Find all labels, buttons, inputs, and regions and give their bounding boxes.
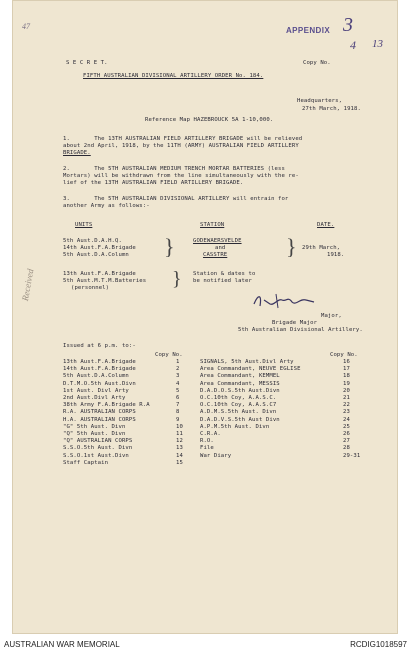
col-date: DATE. — [317, 222, 335, 228]
headquarters-label: Headquarters, — [297, 98, 343, 104]
distribution-copy-number: 4 — [176, 380, 180, 387]
distribution-copy-number: 22 — [343, 402, 350, 409]
handwritten-signature — [250, 290, 320, 312]
date-2: 1918. — [327, 252, 345, 258]
reference-map: Reference Map HAZEBROUCK 5A 1-10,000. — [145, 117, 274, 123]
secret-label: S E C R E T. — [66, 60, 108, 66]
distribution-unit: O.C.10th Coy, A.A.S.C7 — [200, 402, 277, 409]
copy-no-right: Copy No. — [330, 352, 358, 358]
date-1: 29th March, — [302, 245, 341, 251]
distribution-unit: "Q" 5th Aust. Divn — [63, 431, 126, 437]
appendix-stamp: APPENDIX — [286, 26, 331, 35]
para-3-line-1: 3. The 5TH AUSTRALIAN DIVISIONAL ARTILLERY will entrain for — [63, 196, 289, 202]
para-2-line-2: Mortars) will be withdrawn from the line simultaneously with the re- — [63, 173, 299, 179]
station-brace: } — [286, 234, 297, 259]
distribution-unit: R.A. AUSTRALIAN CORPS — [63, 409, 136, 416]
distribution-copy-number: 24 — [343, 416, 350, 423]
distribution-unit: 5th Aust.D.A.Column — [63, 373, 129, 380]
distribution-copy-number: 16 — [343, 359, 350, 365]
distribution-copy-number: 28 — [343, 445, 350, 452]
col-station: STATION — [200, 222, 225, 228]
distribution-unit: War Diary — [200, 452, 232, 459]
signature-role-1: Brigade Major — [272, 320, 318, 326]
distribution-unit: Area Commandant, KEMMEL — [200, 373, 280, 380]
unit-brace: } — [164, 234, 175, 259]
distribution-unit: C.R.A. — [200, 431, 221, 437]
distribution-unit: D.T.M.O.5th Aust.Divn — [63, 380, 136, 387]
distribution-unit: A.P.M.5th Aust. Divn — [200, 423, 270, 430]
copy-no-left: Copy No. — [155, 352, 183, 358]
para-2-line-3: lief of the 13TH AUSTRALIAN FIELD ARTILLERY BRIGADE. — [63, 180, 244, 186]
unit-row-b: 5th Aust.M.T.M.Batteries — [63, 278, 147, 284]
distribution-unit: O.C.10th Coy, A.A.S.C. — [200, 395, 277, 401]
unit-row: 5th Aust.D.A.Column — [63, 252, 129, 258]
distribution-copy-number: 14 — [176, 452, 183, 459]
distribution-unit: S.S.O.5th Aust. Divn — [63, 445, 133, 452]
distribution-unit: D.A.D.V.S.5th Aust Divn — [200, 416, 280, 423]
col-units: UNITS — [75, 222, 93, 228]
station-2: and — [215, 245, 226, 251]
corner-mark: 47 — [22, 22, 30, 31]
distribution-copy-number: 23 — [343, 409, 350, 416]
unit-row-b: (personnel) — [71, 285, 110, 291]
issued-line: Issued at 6 p.m. to:- — [63, 343, 136, 349]
distribution-unit: 2nd Aust.Divl Arty — [63, 395, 126, 401]
note-2: be notified later — [193, 278, 252, 284]
unit-row: 14th Aust.F.A.Brigade — [63, 245, 136, 251]
distribution-copy-number: 18 — [343, 373, 350, 380]
distribution-copy-number: 25 — [343, 423, 350, 430]
archive-footer — [0, 636, 411, 653]
distribution-unit: A.D.M.S.5th Aust. Divn — [200, 409, 277, 416]
distribution-copy-number: 6 — [176, 395, 180, 401]
station-1: GODEWAERSVELDE — [193, 238, 242, 244]
distribution-unit: H.A. AUSTRALIAN CORPS — [63, 416, 136, 423]
footer-source: AUSTRALIAN WAR MEMORIAL — [4, 640, 120, 649]
unit-brace-b: } — [172, 268, 182, 290]
footer-id: RCDIG1018597 — [350, 640, 407, 649]
distribution-copy-number: 29-31 — [343, 452, 361, 459]
page-alt-mark: 4 — [350, 38, 356, 52]
distribution-copy-number: 21 — [343, 395, 350, 401]
distribution-copy-number: 17 — [343, 366, 350, 373]
distribution-copy-number: 13 — [176, 445, 183, 452]
distribution-unit: 1st Aust. Divl Arty — [63, 387, 129, 394]
distribution-unit: "Q" AUSTRALIAN CORPS — [63, 438, 133, 445]
unit-row-b: 13th Aust.F.A.Brigade — [63, 271, 136, 277]
distribution-copy-number: 20 — [343, 387, 350, 394]
signature-role-2: 5th Australian Divisional Artillery. — [238, 327, 363, 333]
distribution-copy-number: 11 — [176, 431, 183, 437]
page-sub-mark: 13 — [372, 38, 383, 50]
station-3: CASSTRE — [203, 252, 228, 258]
order-title: FIFTH AUSTRALIAN DIVISIONAL ARTILLERY ORDER No. 184. — [83, 73, 264, 79]
distribution-unit: Area Commandant, MESSIS — [200, 380, 280, 387]
distribution-copy-number: 10 — [176, 423, 183, 430]
distribution-unit: 14th Aust.F.A.Brigade — [63, 366, 136, 373]
distribution-copy-number: 7 — [176, 402, 180, 409]
distribution-copy-number: 15 — [176, 459, 183, 466]
distribution-copy-number: 3 — [176, 373, 180, 380]
distribution-copy-number: 26 — [343, 431, 350, 437]
distribution-unit: File — [200, 445, 214, 452]
para-1-line-2: about 2nd April, 1918, by the 11TH (ARMY) AUSTRALIAN FIELD ARTILLERY — [63, 143, 299, 149]
distribution-copy-number: 27 — [343, 438, 350, 445]
order-date: 27th March, 1918. — [302, 106, 361, 112]
distribution-copy-number: 2 — [176, 366, 180, 373]
para-2-line-1: 2. The 5TH AUSTRALIAN MEDIUM TRENCH MORTAR BATTERIES (less — [63, 166, 285, 172]
distribution-unit: Staff Captain — [63, 459, 109, 466]
para-1-line-1: 1. The 13TH AUSTRALIAN FIELD ARTILLERY BRIGADE will be relieved — [63, 136, 303, 142]
distribution-unit: SIGNALS, 5th Aust.Divl Arty — [200, 359, 294, 365]
note-1: Station & dates to — [193, 271, 256, 277]
para-3-line-2: another Army as follows:- — [63, 203, 150, 209]
distribution-unit: R.O. — [200, 438, 214, 445]
page-number-mark: 3 — [343, 14, 353, 36]
copy-no-label: Copy No. — [303, 60, 331, 66]
distribution-copy-number: 12 — [176, 438, 183, 445]
distribution-copy-number: 9 — [176, 416, 180, 423]
distribution-unit: "G" 5th Aust. Divn — [63, 423, 126, 430]
distribution-copy-number: 19 — [343, 380, 350, 387]
distribution-copy-number: 8 — [176, 409, 180, 416]
signature-name: Major, — [321, 313, 342, 319]
distribution-unit: S.S.O.1st Aust.Divn — [63, 452, 129, 459]
unit-row: 5th Aust.D.A.H.Q. — [63, 238, 122, 244]
distribution-copy-number: 5 — [176, 387, 180, 394]
para-1-line-3: BRIGADE. — [63, 150, 91, 156]
distribution-copy-number: 1 — [176, 359, 180, 365]
distribution-unit: 13th Aust.F.A.Brigade — [63, 359, 136, 365]
distribution-unit: Area Commandant, NEUVE EGLISE — [200, 366, 301, 373]
distribution-unit: 38th Army F.A.Brigade R.A — [63, 402, 150, 409]
distribution-unit: D.A.D.O.S.5th Aust.Divn — [200, 387, 280, 394]
margin-note: Received — [20, 268, 36, 302]
